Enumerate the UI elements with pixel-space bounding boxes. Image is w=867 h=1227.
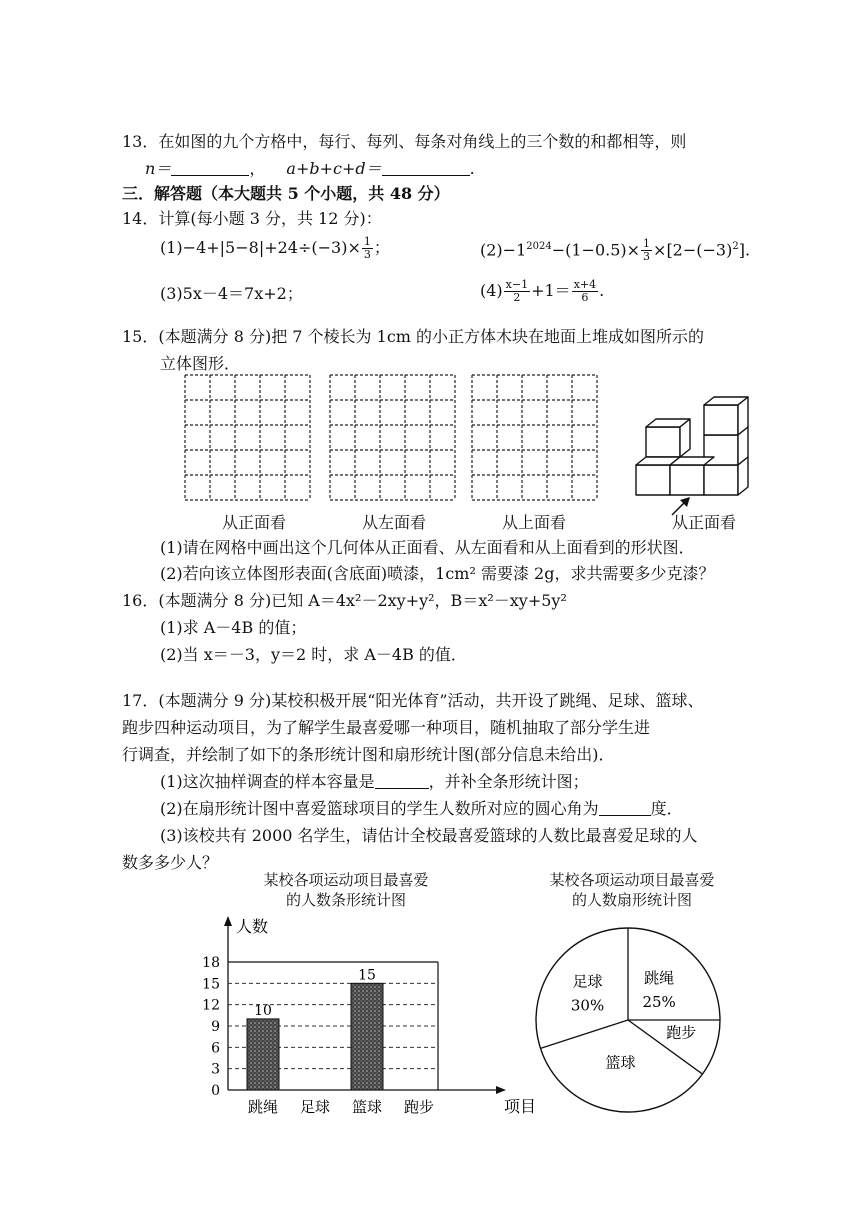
bar-chart bbox=[190, 910, 537, 1120]
q13-sum-label: a+b+c+d＝ bbox=[286, 159, 382, 178]
q15-line1: 15．(本题满分 8 分)把 7 个棱长为 1cm 的小正方体木块在地面上堆成如图所示的 bbox=[122, 327, 705, 346]
q14-p2-fraction: $\frac{1}{3}$ bbox=[643, 237, 651, 264]
q15-grid-caption-top: 从上面看 bbox=[502, 513, 567, 532]
y-tick-label: 0 bbox=[211, 1083, 220, 1099]
q13-sum-blank[interactable] bbox=[382, 159, 470, 176]
q14-p4-fraction1: $\frac{x-1}{2}$ bbox=[505, 278, 529, 304]
answer-grid-2 bbox=[330, 375, 455, 500]
answer-grid-3 bbox=[472, 375, 597, 500]
y-tick-label: 18 bbox=[202, 955, 220, 971]
bar-chart-title bbox=[246, 870, 446, 910]
y-tick-label: 12 bbox=[202, 997, 220, 1014]
q16-sub2: (2)当 x＝－3，y＝2 时，求 A－4B 的值． bbox=[160, 645, 467, 664]
q15-solid-caption: 从正面看 bbox=[672, 513, 737, 532]
q14-p4-fraction2: $\frac{x+4}{6}$ bbox=[573, 278, 597, 304]
q13-line1: 13．在如图的九个方格中，每行、每列、每条对角线上的三个数的和都相等，则 bbox=[122, 132, 687, 151]
pie-chart-title bbox=[532, 870, 732, 910]
pie-slice-label: 跳绳 bbox=[644, 968, 675, 987]
q17-sub3-line2: 数多多少人？ bbox=[122, 853, 219, 872]
q14-title: 14．计算(每小题 3 分，共 12 分)： bbox=[122, 209, 382, 228]
q14-p4-text2: +1＝ bbox=[531, 281, 571, 300]
y-axis-arrow bbox=[224, 916, 232, 926]
q14-p1-end: ； bbox=[373, 238, 390, 257]
q16-sub1: (1)求 A－4B 的值； bbox=[160, 618, 307, 637]
x-axis-arrow bbox=[496, 1086, 506, 1094]
y-tick-label: 3 bbox=[211, 1061, 220, 1078]
pie-chart-title-line1: 某校各项运动项目最喜爱 bbox=[549, 871, 715, 889]
q14-p2-text: (2)−1 bbox=[480, 240, 527, 260]
q14-p2-exponent: 2024 bbox=[526, 241, 552, 252]
q15-grid-caption-left: 从左面看 bbox=[362, 513, 427, 532]
bar-value-label: 10 bbox=[254, 1002, 272, 1019]
q15-sub2: (2)若向该立体图形表面(含底面)喷漆，1cm² 需要漆 2g，求共需要多少克漆？ bbox=[160, 564, 715, 583]
bar-chart-title-line1: 某校各项运动项目最喜爱 bbox=[263, 871, 429, 889]
bar-篮球 bbox=[351, 983, 383, 1090]
bar-chart-title-line2: 的人数条形统计图 bbox=[285, 891, 406, 909]
q17-line2: 跑步四种运动项目，为了解学生最喜爱哪一种项目，随机抽取了部分学生进 bbox=[122, 718, 651, 737]
q14-part2 bbox=[480, 236, 750, 263]
pie-slice-label: 篮球 bbox=[605, 1053, 636, 1072]
q17-sub2-end: 度． bbox=[650, 799, 683, 818]
section-3-heading: 三．解答题（本大题共 5 个小题，共 48 分） bbox=[122, 184, 450, 203]
x-axis-label: 项目 bbox=[504, 1097, 537, 1116]
q15-line2: 立体图形． bbox=[160, 354, 241, 373]
x-category-label: 跑步 bbox=[403, 1098, 435, 1116]
q16-line1: 16．(本题满分 8 分)已知 A＝4x²－2xy+y²，B＝x²－xy+5y² bbox=[122, 591, 567, 610]
pie-chart bbox=[528, 920, 728, 1120]
q14-part3: (3)5x－4＝7x+2； bbox=[160, 284, 303, 303]
q14-part4 bbox=[480, 279, 604, 304]
cube-back-face bbox=[646, 427, 680, 457]
q17-line3: 行调查，并绘制了如下的条形统计图和扇形统计图(部分信息未给出)． bbox=[122, 745, 615, 764]
q14-p2-text2: −(1−0.5)× bbox=[551, 240, 641, 260]
q13-line2: n＝ ， a+b+c+d＝ . bbox=[145, 159, 475, 178]
q14-p2-text3: ×[2−(−3) bbox=[653, 240, 733, 260]
q15-cube-solid bbox=[630, 385, 760, 525]
answer-grid-1 bbox=[185, 375, 310, 500]
q13-n-blank[interactable] bbox=[171, 159, 249, 176]
y-axis-label: 人数 bbox=[236, 917, 269, 936]
q17-line1: 17．(本题满分 9 分)某校积极开展“阳光体育”活动，共开设了跳绳、足球、篮球、 bbox=[122, 691, 704, 710]
cube-front-face bbox=[704, 465, 738, 495]
pie-slice-label: 跑步 bbox=[666, 1023, 697, 1042]
pie-chart-title-line2: 的人数扇形统计图 bbox=[571, 891, 692, 909]
q17-sub2 bbox=[160, 798, 683, 820]
q13-n-label: n＝ bbox=[145, 159, 172, 178]
q13-end: . bbox=[469, 159, 475, 178]
q17-sub1-end: ，并补全条形统计图； bbox=[428, 772, 589, 791]
x-category-label: 篮球 bbox=[351, 1098, 383, 1116]
bar-跳绳 bbox=[247, 1019, 279, 1090]
q14-p1-text: (1)−4+|5−8|+24÷(−3)× bbox=[160, 238, 361, 257]
x-category-label: 跳绳 bbox=[247, 1098, 279, 1116]
cube-front-face bbox=[670, 465, 704, 495]
cube-front-face bbox=[636, 465, 670, 495]
y-tick-label: 6 bbox=[211, 1040, 220, 1057]
q14-p2-end: ]. bbox=[738, 240, 751, 260]
q17-sub1 bbox=[160, 771, 589, 793]
q17-sub1-text: (1)这次抽样调查的样本容量是 bbox=[160, 772, 375, 791]
q14-p4-end: . bbox=[599, 281, 605, 300]
q14-p2-exponent2: 2 bbox=[732, 241, 739, 252]
y-tick-label: 9 bbox=[211, 1019, 220, 1035]
pie-slice-label: 足球 bbox=[572, 972, 603, 991]
bar-value-label: 15 bbox=[358, 967, 376, 984]
x-category-label: 足球 bbox=[299, 1098, 331, 1116]
q14-p4-text: (4) bbox=[480, 281, 503, 300]
q15-grid-caption-front: 从正面看 bbox=[222, 513, 287, 532]
pie-slice-percent: 25% bbox=[642, 992, 676, 1011]
pie-slice-percent: 30% bbox=[570, 996, 605, 1015]
q15-sub1: (1)请在网格中画出这个几何体从正面看、从左面看和从上面看到的形状图． bbox=[160, 538, 695, 557]
cube-front-face bbox=[704, 405, 738, 435]
q17-angle-blank[interactable] bbox=[599, 799, 651, 816]
q17-sample-size-blank[interactable] bbox=[375, 772, 429, 789]
q15-answer-grids bbox=[185, 375, 615, 505]
q14-p1-fraction: $\frac{1}{3}$ bbox=[363, 235, 371, 261]
q17-sub2-text: (2)在扇形统计图中喜爱篮球项目的学生人数所对应的圆心角为 bbox=[160, 799, 599, 818]
q17-sub3-line1: (3)该校共有 2000 名学生，请估计全校最喜爱篮球的人数比最喜爱足球的人 bbox=[160, 826, 698, 845]
q14-part1 bbox=[160, 236, 390, 261]
y-tick-label: 15 bbox=[202, 976, 220, 993]
